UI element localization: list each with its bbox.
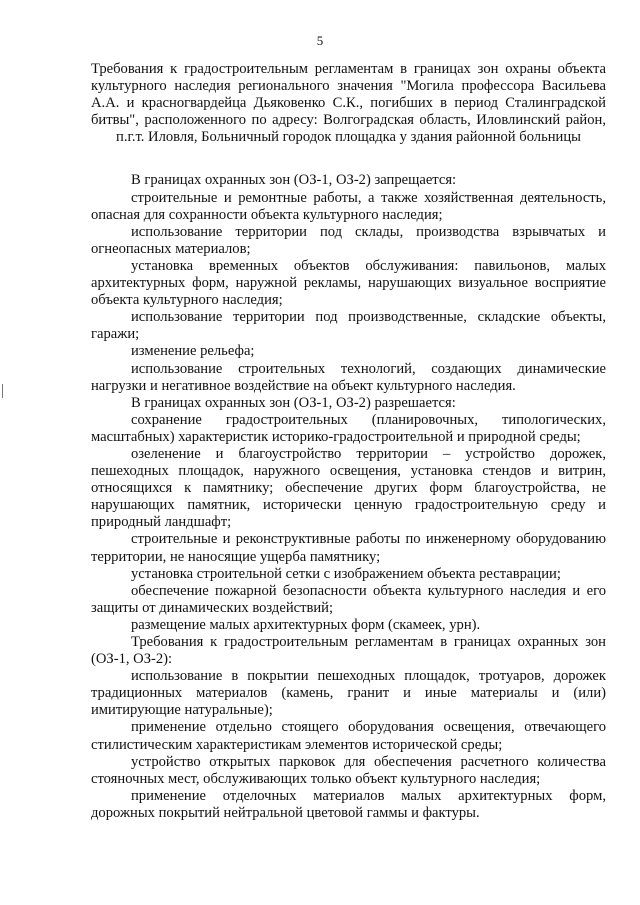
requirements-item: применение отделочных материалов малых архитектурных форм, дорожных покрытий нейтральной цветовой гаммы и фактуры. bbox=[91, 787, 606, 821]
permitted-section bbox=[91, 395, 606, 634]
prohibited-section bbox=[91, 172, 606, 394]
permitted-item: озеленение и благоустройство территории – устройство дорожек, пешеходных площадок, наружного освещения, установка стендов и витрин, относящихся к памятнику; обеспечение других форм благоустройства, не нарушающих памятник, исторически ценную градостроительную среду и природный ландшафт; bbox=[91, 445, 606, 531]
prohibited-item: использование территории под производственные, складские объекты, гаражи; bbox=[91, 309, 606, 343]
permitted-item: обеспечение пожарной безопасности объекта культурного наследия и его защиты от динамических воздействий; bbox=[91, 582, 606, 616]
page-number: 5 bbox=[316, 33, 324, 48]
permitted-item: установка строительной сетки с изображением объекта реставрации; bbox=[131, 565, 561, 582]
requirements-item: устройство открытых парковок для обеспечения расчетного количества стояночных мест, обслуживающих только объект культурного наследия; bbox=[91, 753, 606, 787]
prohibited-item: изменение рельефа; bbox=[131, 343, 255, 360]
document-body bbox=[91, 61, 606, 822]
prohibited-item: использование территории под склады, производства взрывчатых и огнеопасных материалов; bbox=[91, 223, 606, 257]
prohibited-intro: В границах охранных зон (ОЗ-1, ОЗ-2) запрещается: bbox=[131, 172, 457, 189]
document-title: Требования к градостроительным регламентам в границах зон охраны объекта культурного наследия регионального значения "Могила профессора Васильева А.А. и красногвардейца Дьяковенко С.К., погибших в период Сталинградской битвы", расположенного по адресу: Волгоградская область, Иловлинский район, п.г.т. Иловля, Больничный городок площадка у здания районной больницы bbox=[91, 61, 606, 146]
requirements-intro: Требования к градостроительным регламентам в границах охранных зон (ОЗ-1, ОЗ-2): bbox=[91, 634, 606, 668]
permitted-intro: В границах охранных зон (ОЗ-1, ОЗ-2) разрешается: bbox=[131, 394, 456, 411]
requirements-item: применение отдельно стоящего оборудования освещения, отвечающего стилистическим характеристикам элементов исторической среды; bbox=[91, 719, 606, 753]
prohibited-item: использование строительных технологий, создающих динамические нагрузки и негативное воздействие на объект культурного наследия. bbox=[91, 360, 606, 394]
prohibited-item: строительные и ремонтные работы, а также хозяйственная деятельность, опасная для сохранности объекта культурного наследия; bbox=[91, 189, 606, 223]
permitted-item: размещение малых архитектурных форм (скамеек, урн). bbox=[131, 616, 481, 633]
permitted-item: сохранение градостроительных (планировочных, типологических, масштабных) характеристик историко-градостроительной и природной среды; bbox=[91, 411, 606, 445]
scan-margin-mark bbox=[2, 384, 3, 398]
permitted-item: строительные и реконструктивные работы по инженерному оборудованию территории, не наносящие ущерба памятнику; bbox=[91, 531, 606, 565]
requirements-section bbox=[91, 634, 606, 822]
requirements-item: использование в покрытии пешеходных площадок, тротуаров, дорожек традиционных материалов (камень, гранит и иные материалы и (или) имитирующие натуральные); bbox=[91, 668, 606, 719]
prohibited-item: установка временных объектов обслуживания: павильонов, малых архитектурных форм, наружной рекламы, нарушающих визуальное восприятие объекта культурного наследия; bbox=[91, 257, 606, 309]
